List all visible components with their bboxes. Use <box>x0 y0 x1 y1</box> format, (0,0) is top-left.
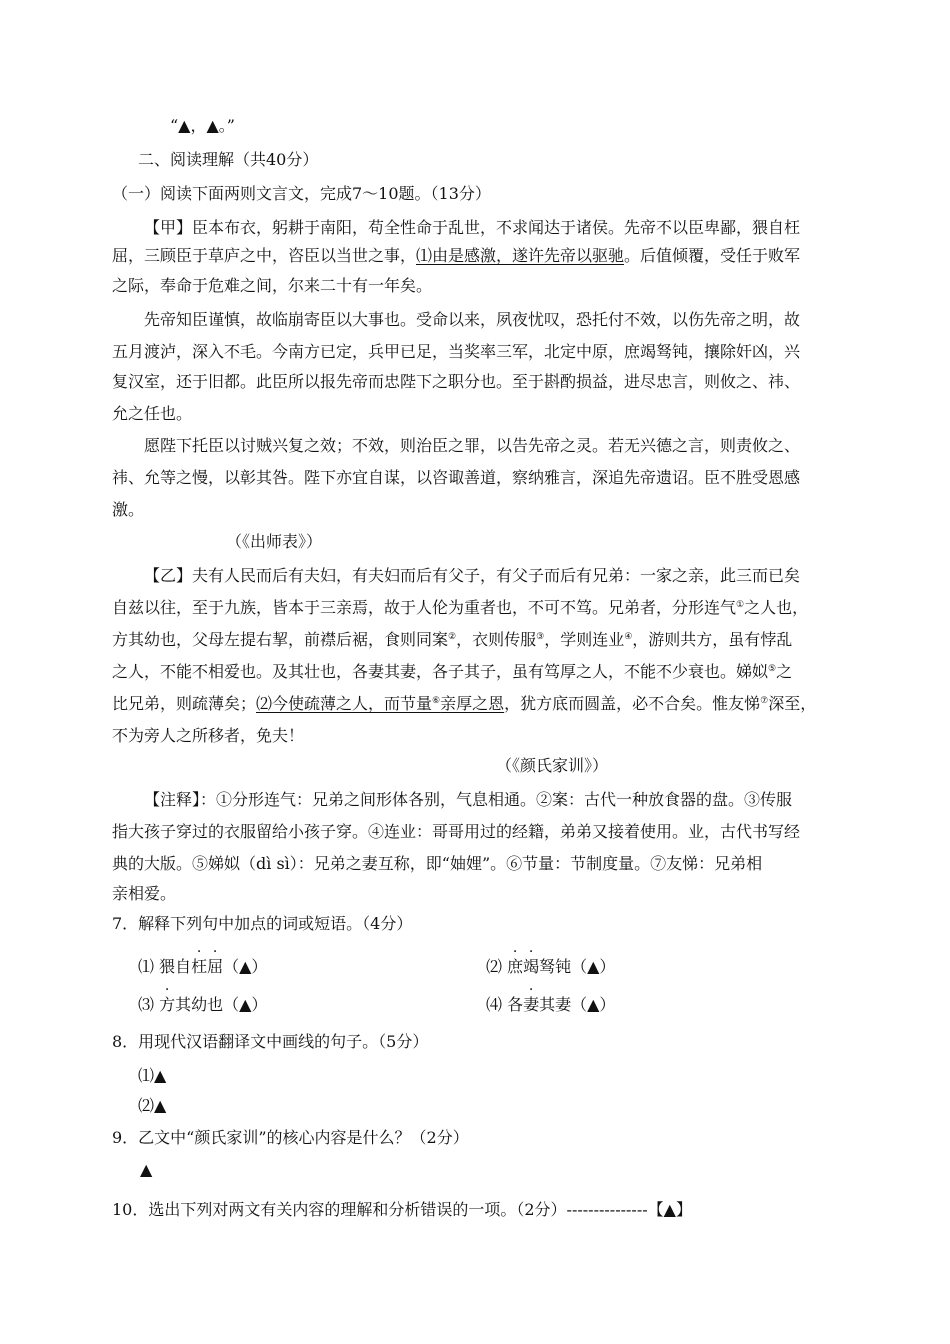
section2-title: 二、阅读理解（共40分） <box>138 150 319 169</box>
q7-item-3-answer: 其幼也（▲） <box>175 995 268 1014</box>
q7-item-1-dotted-2: 屈 <box>207 957 224 976</box>
yi-line-5a: 比兄弟，则疏薄矣； <box>112 694 257 713</box>
q8-answer-2: ⑵▲ <box>138 1096 167 1115</box>
yi-footnote-mark-7: ⑦ <box>760 696 769 706</box>
yi-footnote-mark-4: ④ <box>624 632 633 642</box>
q9-stem: 9．乙文中“颜氏家训”的核心内容是什么？（2分） <box>112 1128 469 1147</box>
yi-line-2 <box>112 598 847 618</box>
q8-answer-1: ⑴▲ <box>138 1066 167 1085</box>
q7-item-1-dotted-1: 枉 <box>191 957 208 976</box>
q9-answer: ▲ <box>140 1160 153 1179</box>
jia-line-2a: 屈，三顾臣于草庐之中，咨臣以当世之事， <box>112 246 417 265</box>
yi-line-3b: ，衣则传服 <box>456 630 537 649</box>
q7-item-4-dotted-1: 妻 <box>523 995 540 1014</box>
jia-underlined-sentence-1: ⑴由是感激，遂许先帝以驱驰 <box>416 246 625 265</box>
jia-p2-line-1: 先帝知臣谨慎，故临崩寄臣以大事也。受命以来，夙夜忧叹，恐托付不效，以伤先帝之明，故 <box>144 310 801 329</box>
yi-line-2b: 之人也， <box>744 598 809 617</box>
jia-p3-line-3: 激。 <box>112 500 145 519</box>
q7-item-1-answer: （▲） <box>223 957 268 976</box>
jia-line-3: 之际，奉命于危难之间，尔来二十有一年矣。 <box>112 276 433 295</box>
yi-footnote-mark-2: ② <box>448 632 457 642</box>
q7-stem: 7．解释下列句中加点的词或短语。（4分） <box>112 914 413 933</box>
jia-p3-line-2: 祎、允等之慢，以彰其咎。陛下亦宜自谋，以咨诹善道，察纳雅言，深追先帝遗诏。臣不胜受恩感 <box>112 468 801 487</box>
q7-item-2-dotted-1: 庶 <box>507 957 524 976</box>
yi-line-5b: ，犹方底而圆盖，必不合矣。惟友悌 <box>504 694 761 713</box>
jia-p2-line-4: 允之任也。 <box>112 404 193 423</box>
yi-footnote-mark-5: ⑤ <box>768 664 777 674</box>
q7-item-3-dotted-1: 方 <box>159 995 176 1014</box>
yi-line-4b: 之 <box>776 662 793 681</box>
q8-stem: 8．用现代汉语翻译文中画线的句子。（5分） <box>112 1032 429 1051</box>
yi-line-3d: ，游则共方，虽有悖乱 <box>632 630 793 649</box>
yi-footnote-mark-1: ① <box>736 600 745 610</box>
yi-line-3c: ，学则连业 <box>544 630 625 649</box>
yi-line-2a: 自兹以往，至于九族，皆本于三亲焉，故于人伦为重者也，不可不笃。兄弟者，分形连气 <box>112 598 737 617</box>
q7-item-1 <box>138 957 267 977</box>
notes-line-1: 【注释】：①分形连气：兄弟之间形体各别，气息相通。②案：古代一种放食器的盘。③传服 <box>144 790 793 809</box>
yi-underlined-part-1: ⑵今使疏薄之人，而节量 <box>256 694 433 713</box>
jia-line-1: 【甲】臣本布衣，躬耕于南阳，苟全性命于乱世，不求闻达于诸侯。先帝不以臣卑鄙，猥自枉 <box>144 218 801 237</box>
yi-footnote-mark-3: ③ <box>536 632 545 642</box>
yi-line-3a: 方其幼也，父母左提右挈，前襟后裾，食则同案 <box>112 630 449 649</box>
yi-line-4 <box>112 662 847 682</box>
jia-p2-line-3: 复汉室，还于旧都。此臣所以报先帝而忠陛下之职分也。至于斟酌损益，进尽忠言，则攸之、祎、 <box>112 372 801 391</box>
jia-p3-line-1: 愿陛下托臣以讨贼兴复之效；不效，则治臣之罪，以告先帝之灵。若无兴德之言，则责攸之、 <box>144 436 801 455</box>
yi-underlined-sentence-2 <box>256 694 504 713</box>
top-answer: “▲，▲。” <box>170 116 235 135</box>
notes-line-4: 亲相爱。 <box>112 884 177 903</box>
q7-item-2-answer: 驽钝（▲） <box>539 957 616 976</box>
yi-footnote-mark-6: ⑥ <box>432 696 441 706</box>
yi-line-3 <box>112 630 847 650</box>
notes-line-3: 典的大版。⑤娣姒（dì sì）：兄弟之妻互称，即“妯娌”。⑥节量：节制度量。⑦友悌：兄弟相 <box>112 854 763 873</box>
yi-line-5 <box>112 694 847 714</box>
q10-stem: 10．选出下列对两文有关内容的理解和分析错误的一项。（2分）---------------【▲】 <box>112 1200 692 1219</box>
q7-item-3 <box>138 995 267 1015</box>
yi-line-5c: 深至， <box>768 694 817 713</box>
q7-item-4-prefix: ⑷ 各 <box>486 995 524 1014</box>
q7-item-2-prefix: ⑵ <box>486 957 508 976</box>
part1-title: （一）阅读下面两则文言文，完成7～10题。（13分） <box>112 184 491 203</box>
jia-p2-line-2: 五月渡泸，深入不毛。今南方已定，兵甲已足，当奖率三军，北定中原，庶竭驽钝，攘除奸凶，兴 <box>112 342 801 361</box>
jia-source: （《出师表》） <box>226 532 323 551</box>
yi-underlined-part-2: 亲厚之恩 <box>440 694 505 713</box>
yi-source: （《颜氏家训》） <box>496 756 609 775</box>
q7-item-1-prefix: ⑴ 猥自 <box>138 957 192 976</box>
yi-line-1: 【乙】夫有人民而后有夫妇，有夫妇而后有父子，有父子而后有兄弟：一家之亲，此三而已矣 <box>144 566 801 585</box>
q7-item-2-dotted-2: 竭 <box>523 957 540 976</box>
jia-line-2b: 。后值倾覆，受任于败军 <box>624 246 801 265</box>
q7-item-2 <box>486 957 615 977</box>
notes-line-2: 指大孩子穿过的衣服留给小孩子穿。④连业：哥哥用过的经籍，弟弟又接着使用。业，古代书写经 <box>112 822 801 841</box>
jia-line-2 <box>112 246 847 266</box>
q7-item-3-prefix: ⑶ <box>138 995 160 1014</box>
yi-line-6: 不为旁人之所移者，免夫！ <box>112 726 305 745</box>
yi-line-4a: 之人，不能不相爱也。及其壮也，各妻其妻，各子其子，虽有笃厚之人，不能不少衰也。娣姒 <box>112 662 769 681</box>
q7-item-4-answer: 其妻（▲） <box>539 995 616 1014</box>
q7-item-4 <box>486 995 615 1015</box>
